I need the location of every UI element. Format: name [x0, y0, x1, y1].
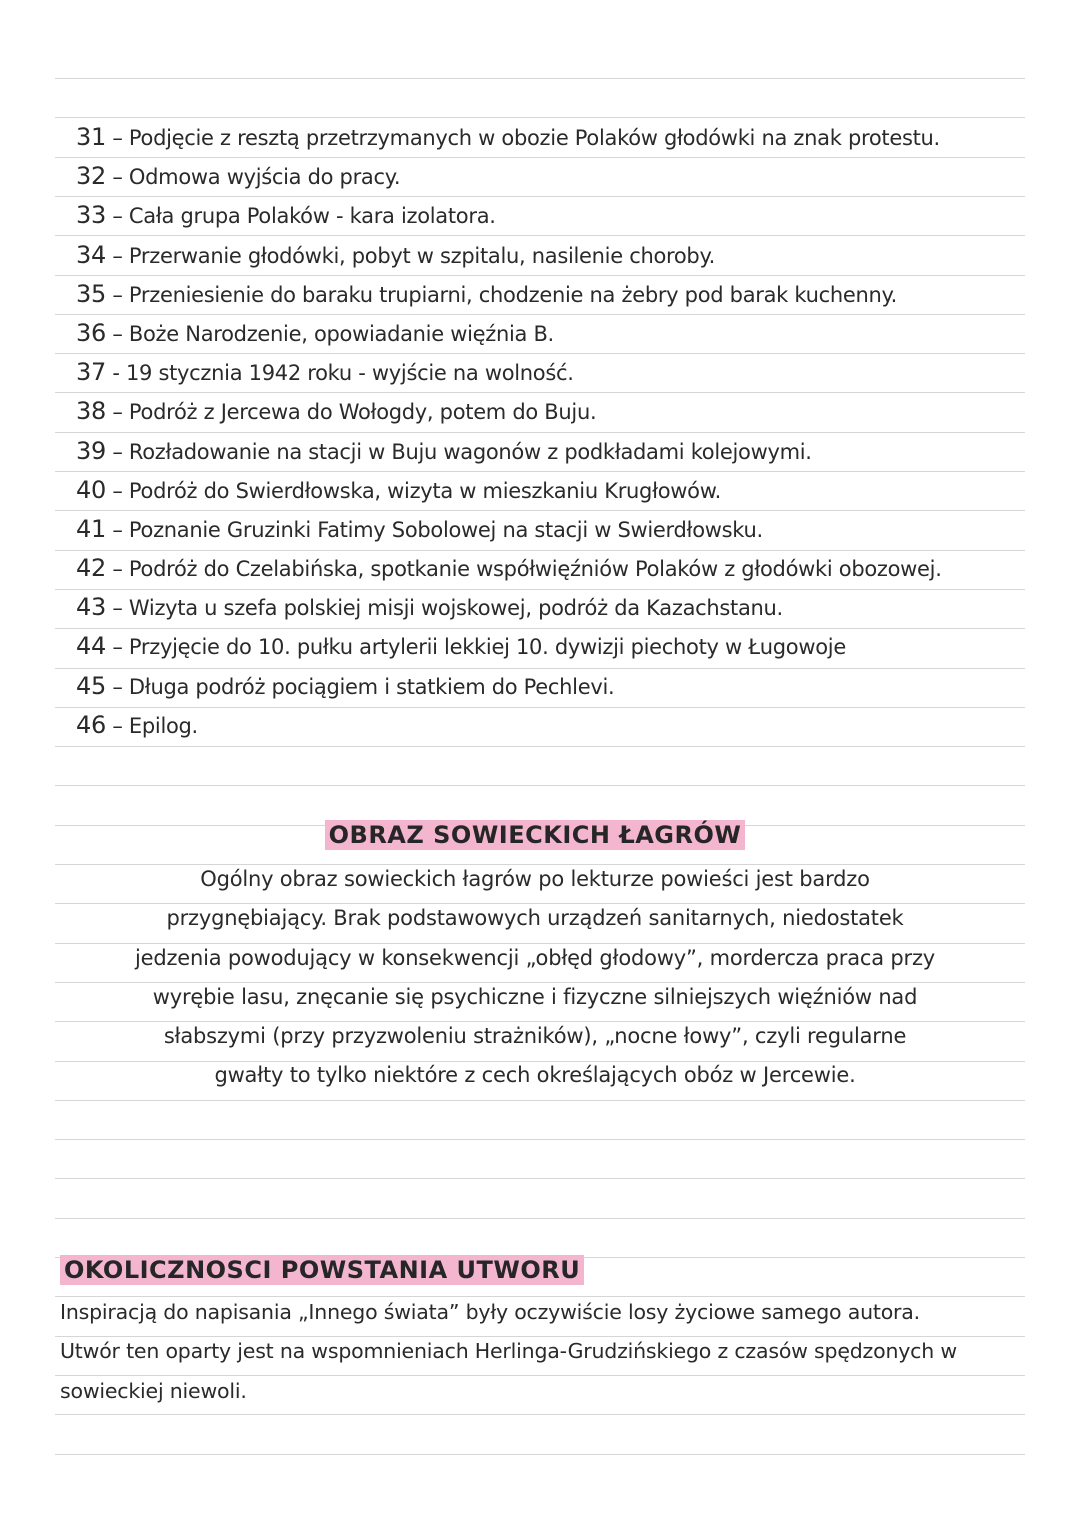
chapter-number: 38 — [76, 397, 106, 426]
chapter-separator: – — [105, 596, 129, 621]
chapter-number: 46 — [76, 710, 106, 739]
ruled-line — [55, 78, 1025, 79]
chapter-text: Podróż do Swierdłowska, wizyta w mieszkaniu Krugłowów. — [128, 478, 722, 503]
chapter-separator: – — [105, 478, 129, 503]
paragraph-line: gwałty to tylko niektóre z cech określających obóz w Jercewie. — [214, 1063, 856, 1088]
chapter-text: Długa podróż pociągiem i statkiem do Pechlevi. — [128, 674, 615, 699]
chapter-number: 42 — [76, 554, 106, 583]
chapter-item — [76, 667, 1016, 706]
chapter-number: 32 — [76, 162, 106, 191]
ruled-line — [55, 1178, 1025, 1179]
chapter-item — [76, 588, 1016, 627]
section-okolicznosci — [60, 1255, 980, 1411]
chapter-separator: – — [105, 400, 129, 425]
chapter-text: Poznanie Gruzinki Fatimy Sobolowej na stacji w Swierdłowsku. — [128, 517, 763, 542]
chapter-item — [76, 118, 1016, 157]
chapter-item — [76, 392, 1016, 431]
chapter-item — [76, 196, 1016, 235]
section-heading: OKOLICZNOSCI POWSTANIA UTWORU — [60, 1255, 584, 1285]
chapter-text: Cała grupa Polaków - kara izolatora. — [128, 204, 496, 229]
chapter-separator: – — [105, 557, 129, 582]
chapter-item — [76, 627, 1016, 666]
paragraph-line: wyrębie lasu, znęcanie się psychiczne i fizyczne silniejszych więźniów nad — [152, 984, 918, 1009]
chapter-number: 39 — [76, 436, 106, 465]
chapter-separator: – — [105, 282, 129, 307]
chapter-item — [76, 236, 1016, 275]
ruled-line — [55, 1414, 1025, 1415]
paragraph-line: Ogólny obraz sowieckich łagrów po lekturze powieści jest bardzo — [200, 867, 870, 891]
paragraph-line: jedzenia powodujący w konsekwencji „obłęd głodowy”, mordercza praca przy — [134, 945, 936, 970]
ruled-line — [55, 1100, 1025, 1101]
ruled-line — [55, 1139, 1025, 1140]
ruled-line — [55, 746, 1025, 747]
chapter-text: Wizyta u szefa polskiej misji wojskowej, podróż da Kazachstanu. — [128, 596, 783, 621]
chapter-text: Rozładowanie na stacji w Buju wagonów z podkładami kolejowymi. — [128, 439, 812, 464]
section-heading: OBRAZ SOWIECKICH ŁAGRÓW — [325, 820, 746, 850]
paragraph-line: słabszymi (przy przyzwoleniu strażników), „nocne łowy”, czyli regularne — [163, 1024, 907, 1049]
ruled-line — [55, 1218, 1025, 1219]
chapter-text: Podróż do Czelabińska, spotkanie współwięźniów Polaków z głodówki obozowej. — [128, 557, 942, 582]
chapter-item — [76, 549, 1016, 588]
chapter-item — [76, 471, 1016, 510]
chapter-number: 44 — [76, 632, 106, 661]
chapter-text: Boże Narodzenie, opowiadanie więźnia B. — [128, 321, 554, 346]
chapter-number: 35 — [76, 279, 106, 308]
chapter-item — [76, 706, 1016, 745]
chapter-item — [76, 510, 1016, 549]
chapter-number: 41 — [76, 514, 106, 543]
chapter-separator: - — [105, 361, 126, 386]
paragraph-line: przygnębiający. Brak podstawowych urządzeń sanitarnych, niedostatek — [166, 906, 904, 931]
section-obraz-lagrow — [120, 820, 950, 1096]
chapter-separator: – — [105, 243, 129, 268]
chapter-number: 33 — [76, 201, 106, 230]
ruled-line — [55, 1454, 1025, 1455]
chapter-text: Epilog. — [128, 713, 198, 738]
section-paragraph — [120, 860, 950, 1096]
section-paragraph — [60, 1293, 980, 1411]
chapter-separator: – — [105, 126, 129, 150]
chapter-separator: – — [105, 321, 129, 346]
chapter-separator: – — [105, 674, 129, 699]
chapter-item — [76, 275, 1016, 314]
chapter-number: 45 — [76, 671, 106, 700]
chapter-item — [76, 353, 1016, 392]
chapter-item — [76, 157, 1016, 196]
chapter-item — [76, 314, 1016, 353]
chapter-number: 37 — [76, 358, 106, 387]
chapter-text: 19 stycznia 1942 roku - wyjście na wolność. — [125, 361, 574, 386]
chapter-number: 40 — [76, 475, 106, 504]
chapter-separator: – — [105, 713, 129, 738]
chapter-separator: – — [105, 439, 129, 464]
chapter-text: Przyjęcie do 10. pułku artylerii lekkiej 10. dywizji piechoty w Ługowoje — [128, 635, 846, 660]
chapter-separator: – — [105, 204, 129, 229]
chapter-number: 36 — [76, 318, 106, 347]
chapter-number: 34 — [76, 240, 106, 269]
chapter-list — [76, 118, 1016, 745]
chapter-separator: – — [105, 517, 129, 542]
chapter-separator: – — [105, 165, 129, 190]
chapter-number: 31 — [76, 123, 106, 151]
chapter-text: Podróż z Jercewa do Wołogdy, potem do Buju. — [128, 400, 597, 425]
chapter-text: Odmowa wyjścia do pracy. — [128, 165, 401, 190]
chapter-item — [76, 432, 1016, 471]
ruled-line — [55, 785, 1025, 786]
chapter-text: Przeniesienie do baraku trupiarni, chodzenie na żebry pod barak kuchenny. — [128, 282, 898, 307]
chapter-number: 43 — [76, 593, 106, 622]
paragraph-line: sowieckiej niewoli. — [60, 1378, 247, 1403]
paragraph-line: Utwór ten oparty jest na wspomnieniach Herlinga-Grudzińskiego z czasów spędzonych w — [60, 1339, 957, 1364]
chapter-text: Podjęcie z resztą przetrzymanych w obozie Polaków głodówki na znak protestu. — [128, 126, 940, 150]
paragraph-line: Inspiracją do napisania „Innego świata” były oczywiście losy życiowe samego autora. — [60, 1300, 920, 1324]
chapter-separator: – — [105, 635, 129, 660]
chapter-text: Przerwanie głodówki, pobyt w szpitalu, nasilenie choroby. — [128, 243, 715, 268]
